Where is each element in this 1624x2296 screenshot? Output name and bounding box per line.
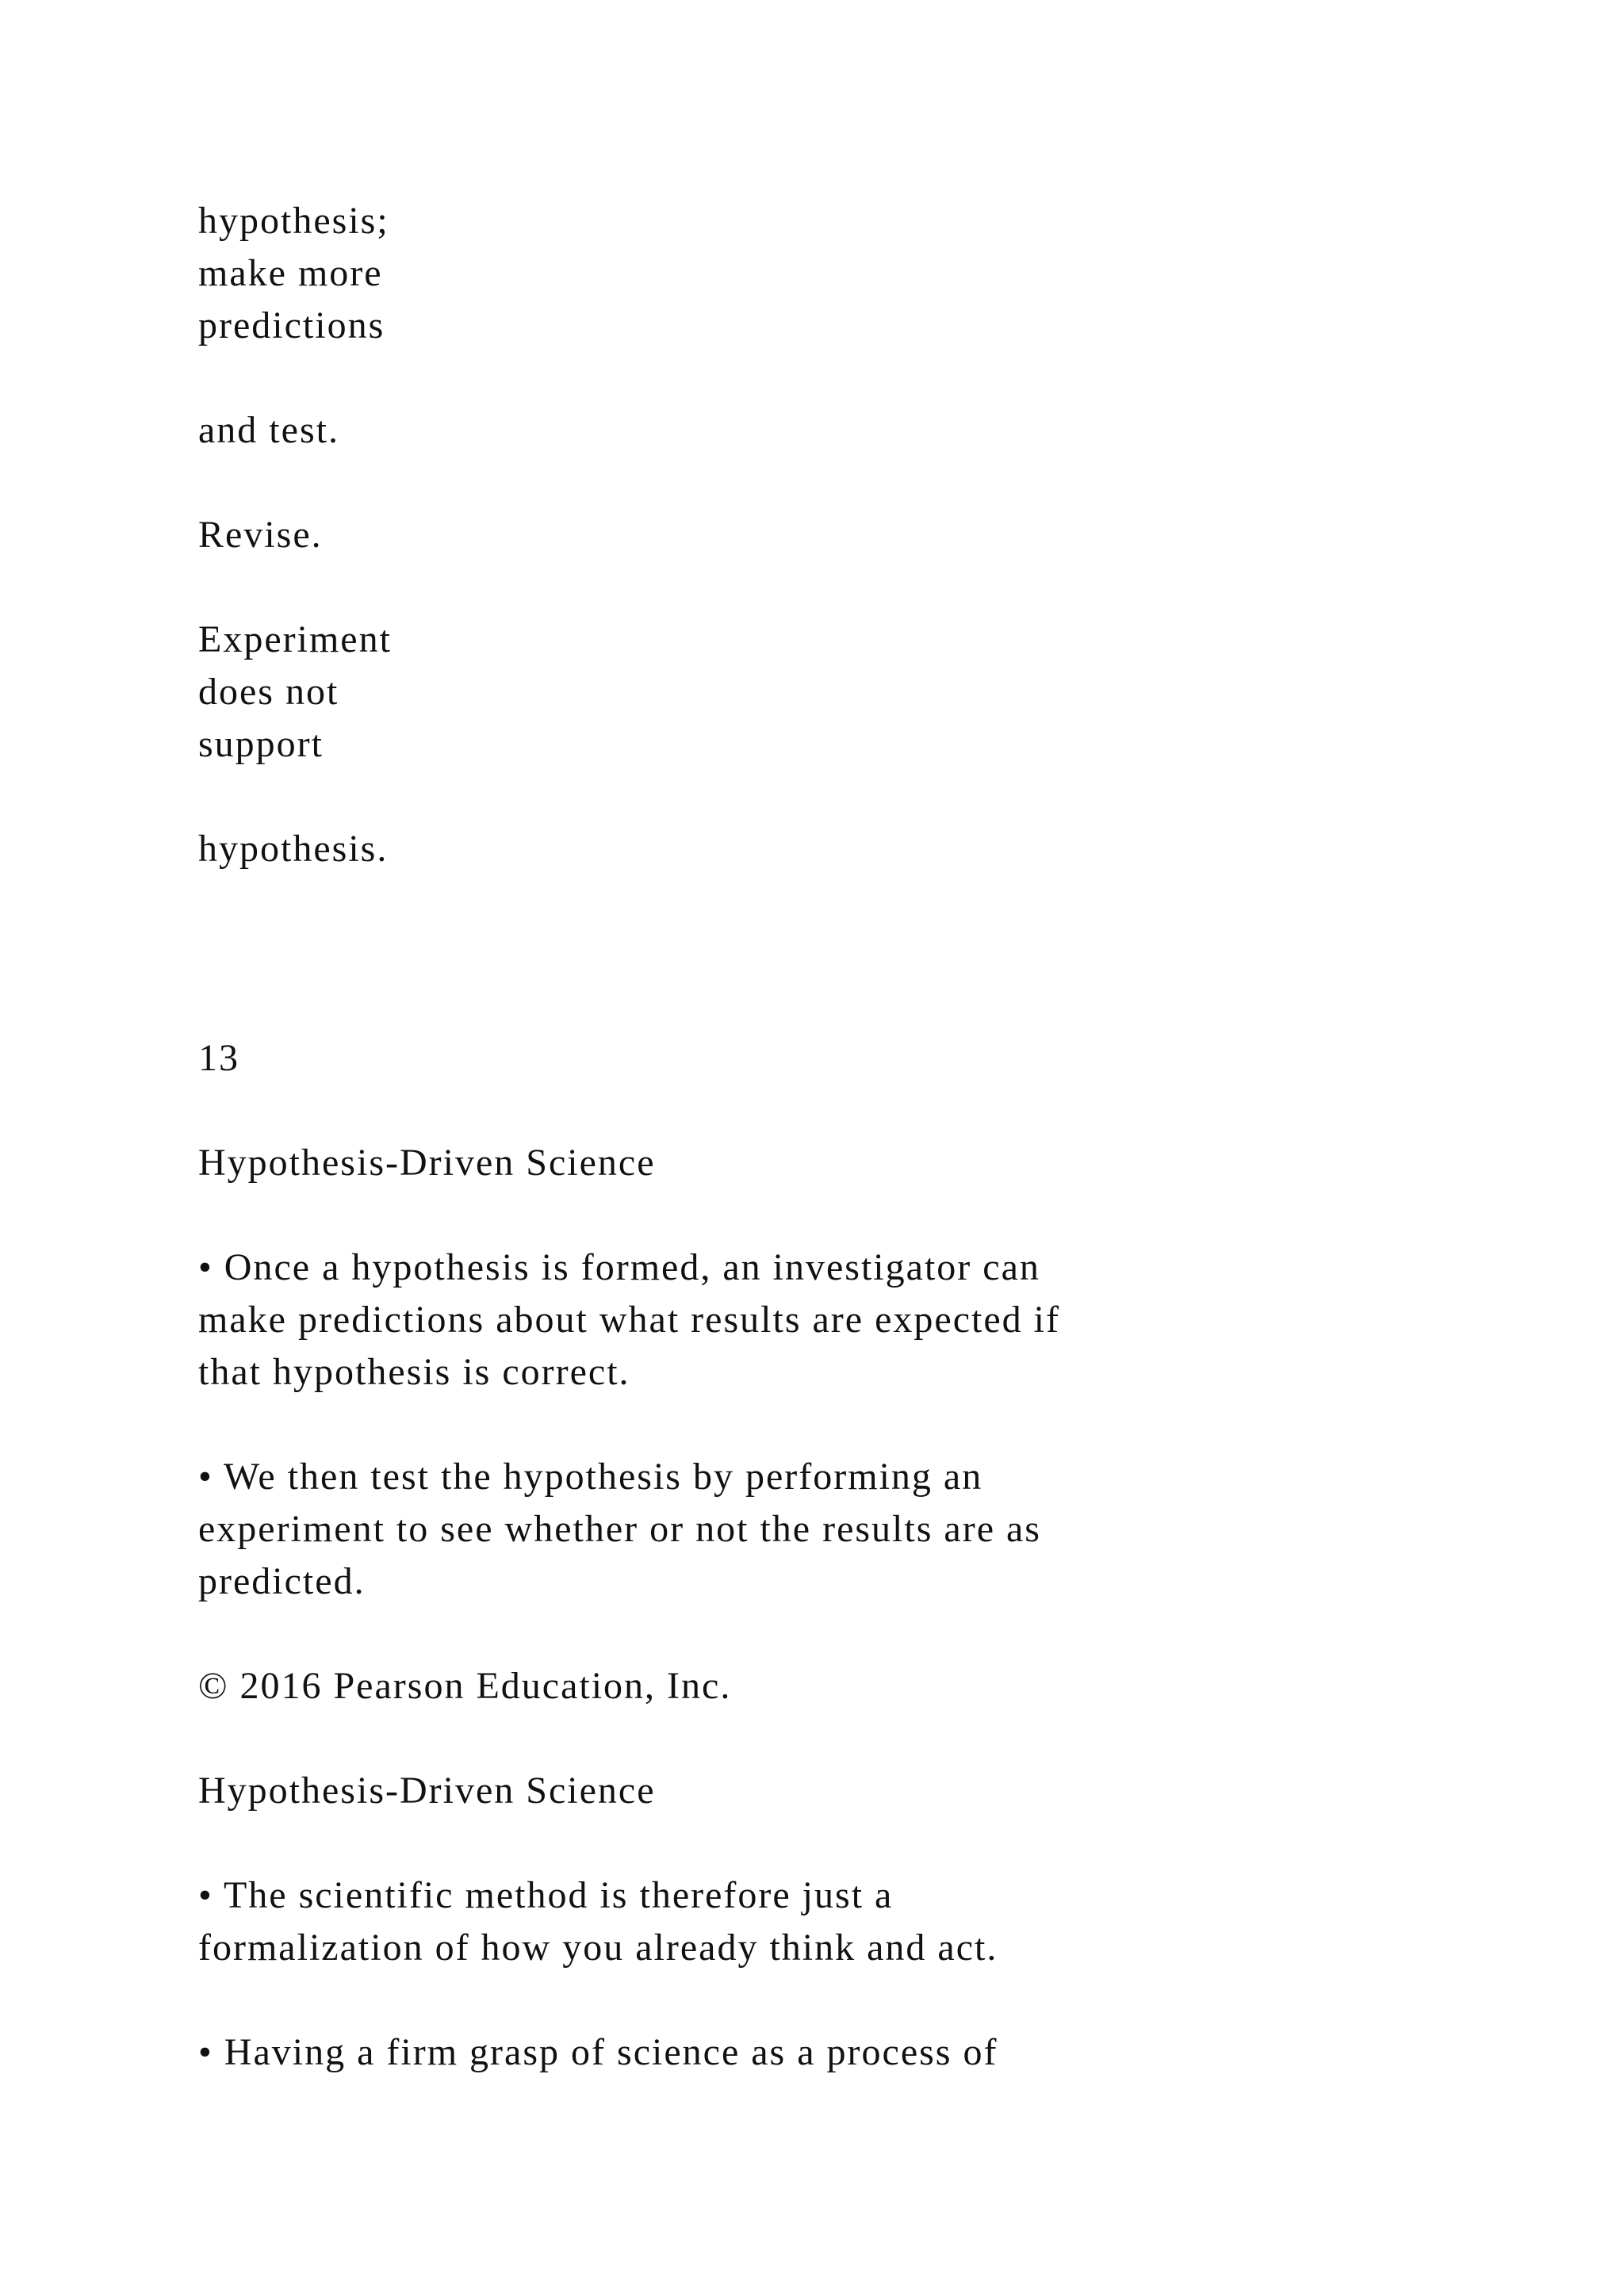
text-line: make more [198,252,383,294]
text-line: does not [198,671,339,713]
text-line: hypothesis; [198,200,389,242]
bullet-line: • The scientific method is therefore just a [198,1874,894,1916]
text-line: experiment to see whether or not the results are as [198,1508,1041,1550]
text-line: Experiment [198,618,392,660]
text-line: predicted. [198,1560,366,1602]
text-line: that hypothesis is correct. [198,1351,630,1393]
text-line: predictions [198,304,385,346]
section-heading: Hypothesis-Driven Science [198,1770,656,1812]
copyright-notice: © 2016 Pearson Education, Inc. [198,1665,732,1707]
text-line: make predictions about what results are expected if [198,1299,1060,1341]
section-heading: Hypothesis-Driven Science [198,1142,656,1184]
text-line: and test. [198,409,339,451]
text-line: support [198,723,324,765]
slide-number: 13 [198,1037,239,1079]
bullet-line: • We then test the hypothesis by performing an [198,1456,983,1498]
text-line: Revise. [198,514,323,556]
bullet-line: • Having a firm grasp of science as a process of [198,2031,998,2073]
text-line: hypothesis. [198,828,389,870]
bullet-line: • Once a hypothesis is formed, an investigator can [198,1246,1040,1288]
text-line: formalization of how you already think and act. [198,1927,998,1969]
